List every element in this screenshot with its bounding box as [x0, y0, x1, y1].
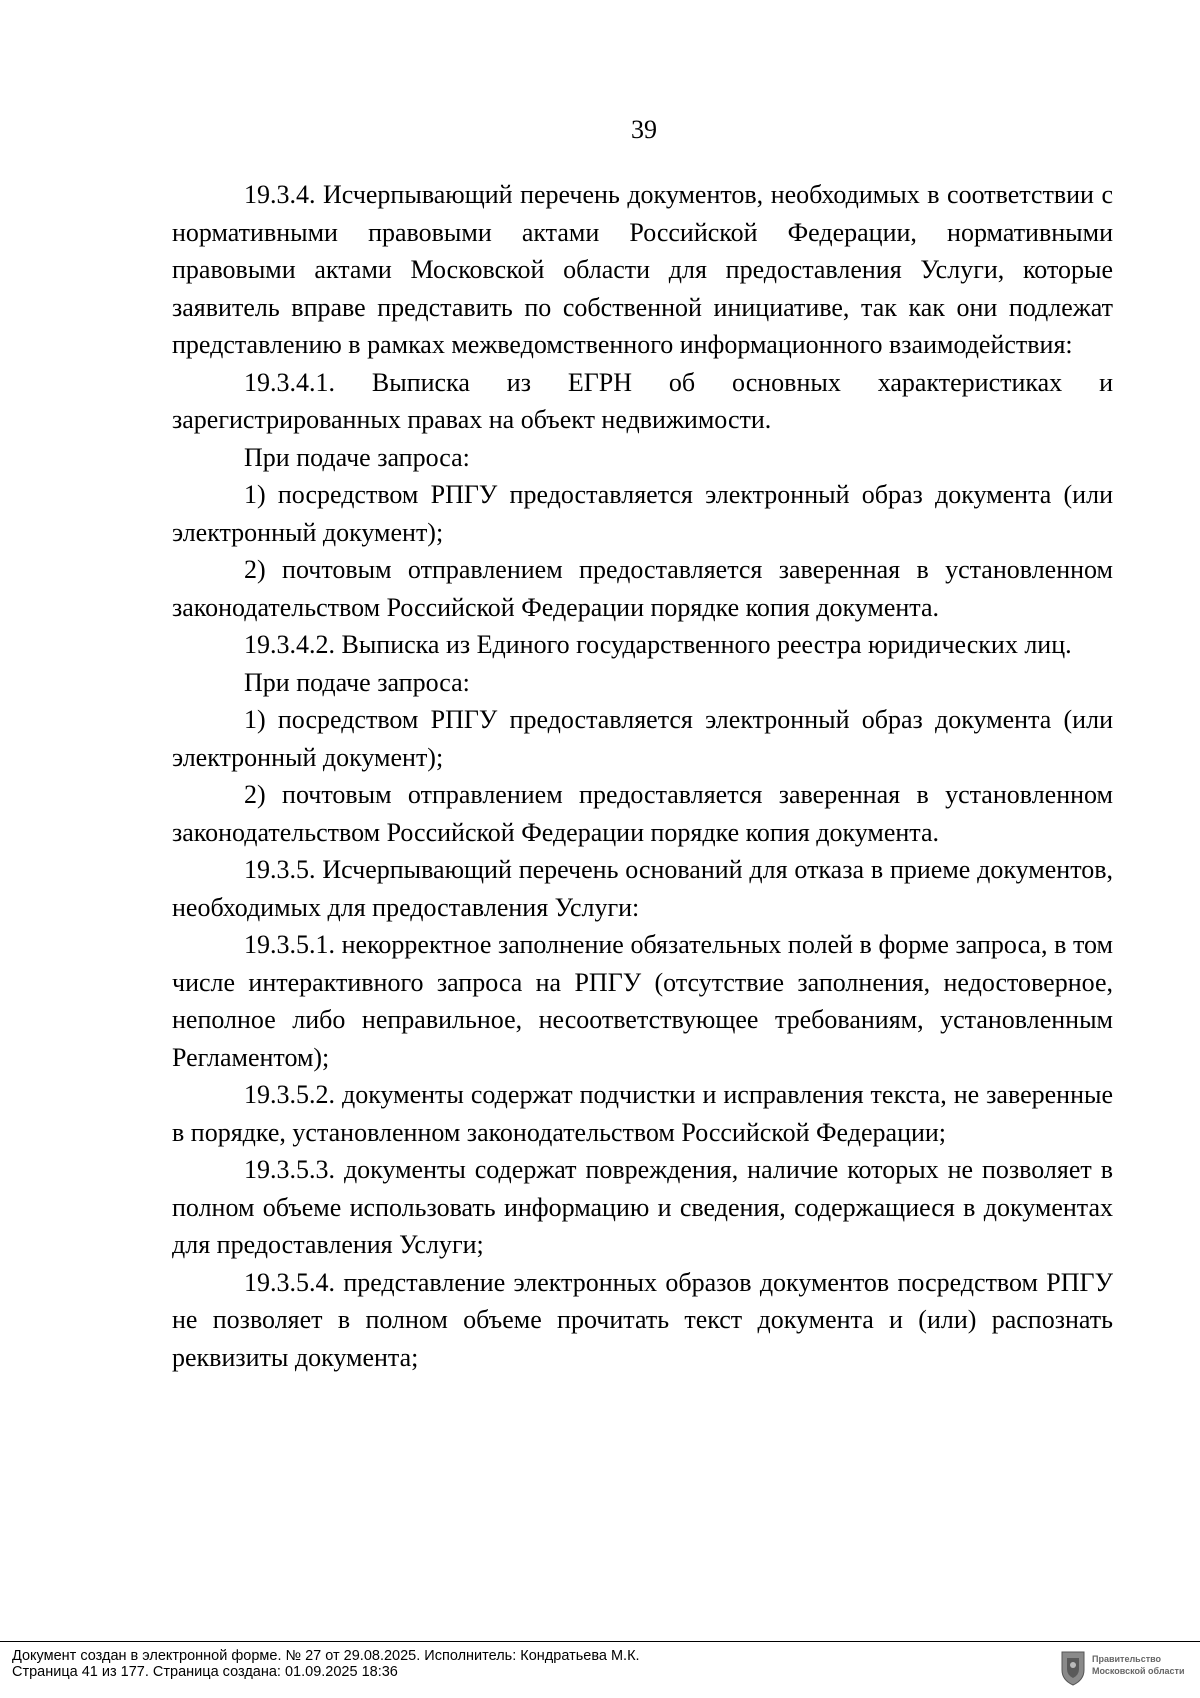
footer-line-1: Документ создан в электронной форме. № 27 от 29.08.2025. Исполнитель: Кондратьева М.К. [12, 1648, 640, 1664]
list-item: 2) почтовым отправлением предоставляется заверенная в установленном законодательством Российской Федерации порядке копия документа. [172, 780, 1113, 847]
list-item: 2) почтовым отправлением предоставляется заверенная в установленном законодательством Российской Федерации порядке копия документа. [172, 555, 1113, 622]
list-item: 1) посредством РПГУ предоставляется электронный образ документа (или электронный документ); [172, 705, 1113, 772]
list-item: 1) посредством РПГУ предоставляется электронный образ документа (или электронный документ); [172, 480, 1113, 547]
paragraph-19-3-5-1: 19.3.5.1. некорректное заполнение обязательных полей в форме запроса, в том числе интерактивного запроса на РПГУ (отсутствие заполнения, недостоверное, неполное либо неправильное, несоответствующее требованиям, установленным Регламентом); [172, 930, 1113, 1072]
paragraph-19-3-5: 19.3.5. Исчерпывающий перечень оснований для отказа в приеме документов, необходимых для предоставления Услуги: [172, 855, 1113, 922]
footer-info [12, 1648, 640, 1680]
document-body [172, 176, 1113, 1376]
paragraph-19-3-4: 19.3.4. Исчерпывающий перечень документов, необходимых в соответствии с нормативными правовыми актами Российской Федерации, нормативными правовыми актами Московской области для предоставления Услуги, которые заявитель вправе представить по собственной инициативе, так как они подлежат представлению в рамках межведомственного информационного взаимодействия: [172, 180, 1113, 359]
paragraph-19-3-5-3: 19.3.5.3. документы содержат повреждения, наличие которых не позволяет в полном объеме использовать информацию и сведения, содержащиеся в документах для предоставления Услуги; [172, 1155, 1113, 1259]
logo-text-line-1: Правительство [1092, 1654, 1162, 1664]
page-number: 39 [631, 115, 657, 144]
government-logo [1058, 1648, 1198, 1688]
paragraph-request-heading: При подаче запроса: [244, 442, 470, 472]
paragraph-19-3-5-4: 19.3.5.4. представление электронных образов документов посредством РПГУ не позволяет в полном объеме прочитать текст документа и (или) распознать реквизиты документа; [172, 1267, 1113, 1372]
paragraph-19-3-4-1: 19.3.4.1. Выписка из ЕГРН об основных характеристиках и зарегистрированных правах на объект недвижимости. [172, 367, 1113, 434]
paragraph-19-3-5-2: 19.3.5.2. документы содержат подчистки и исправления текста, не заверенные в порядке, установленном законодательством Российской Федерации; [172, 1080, 1113, 1147]
paragraph-19-3-4-2: 19.3.4.2. Выписка из Единого государственного реестра юридических лиц. [244, 630, 1072, 659]
footer-line-2: Страница 41 из 177. Страница создана: 01.09.2025 18:36 [12, 1664, 398, 1680]
coat-of-arms-icon [1058, 1648, 1198, 1688]
logo-text-line-2: Московской области [1092, 1666, 1185, 1676]
paragraph-request-heading: При подаче запроса: [244, 667, 470, 697]
footer-divider [0, 1641, 1200, 1642]
